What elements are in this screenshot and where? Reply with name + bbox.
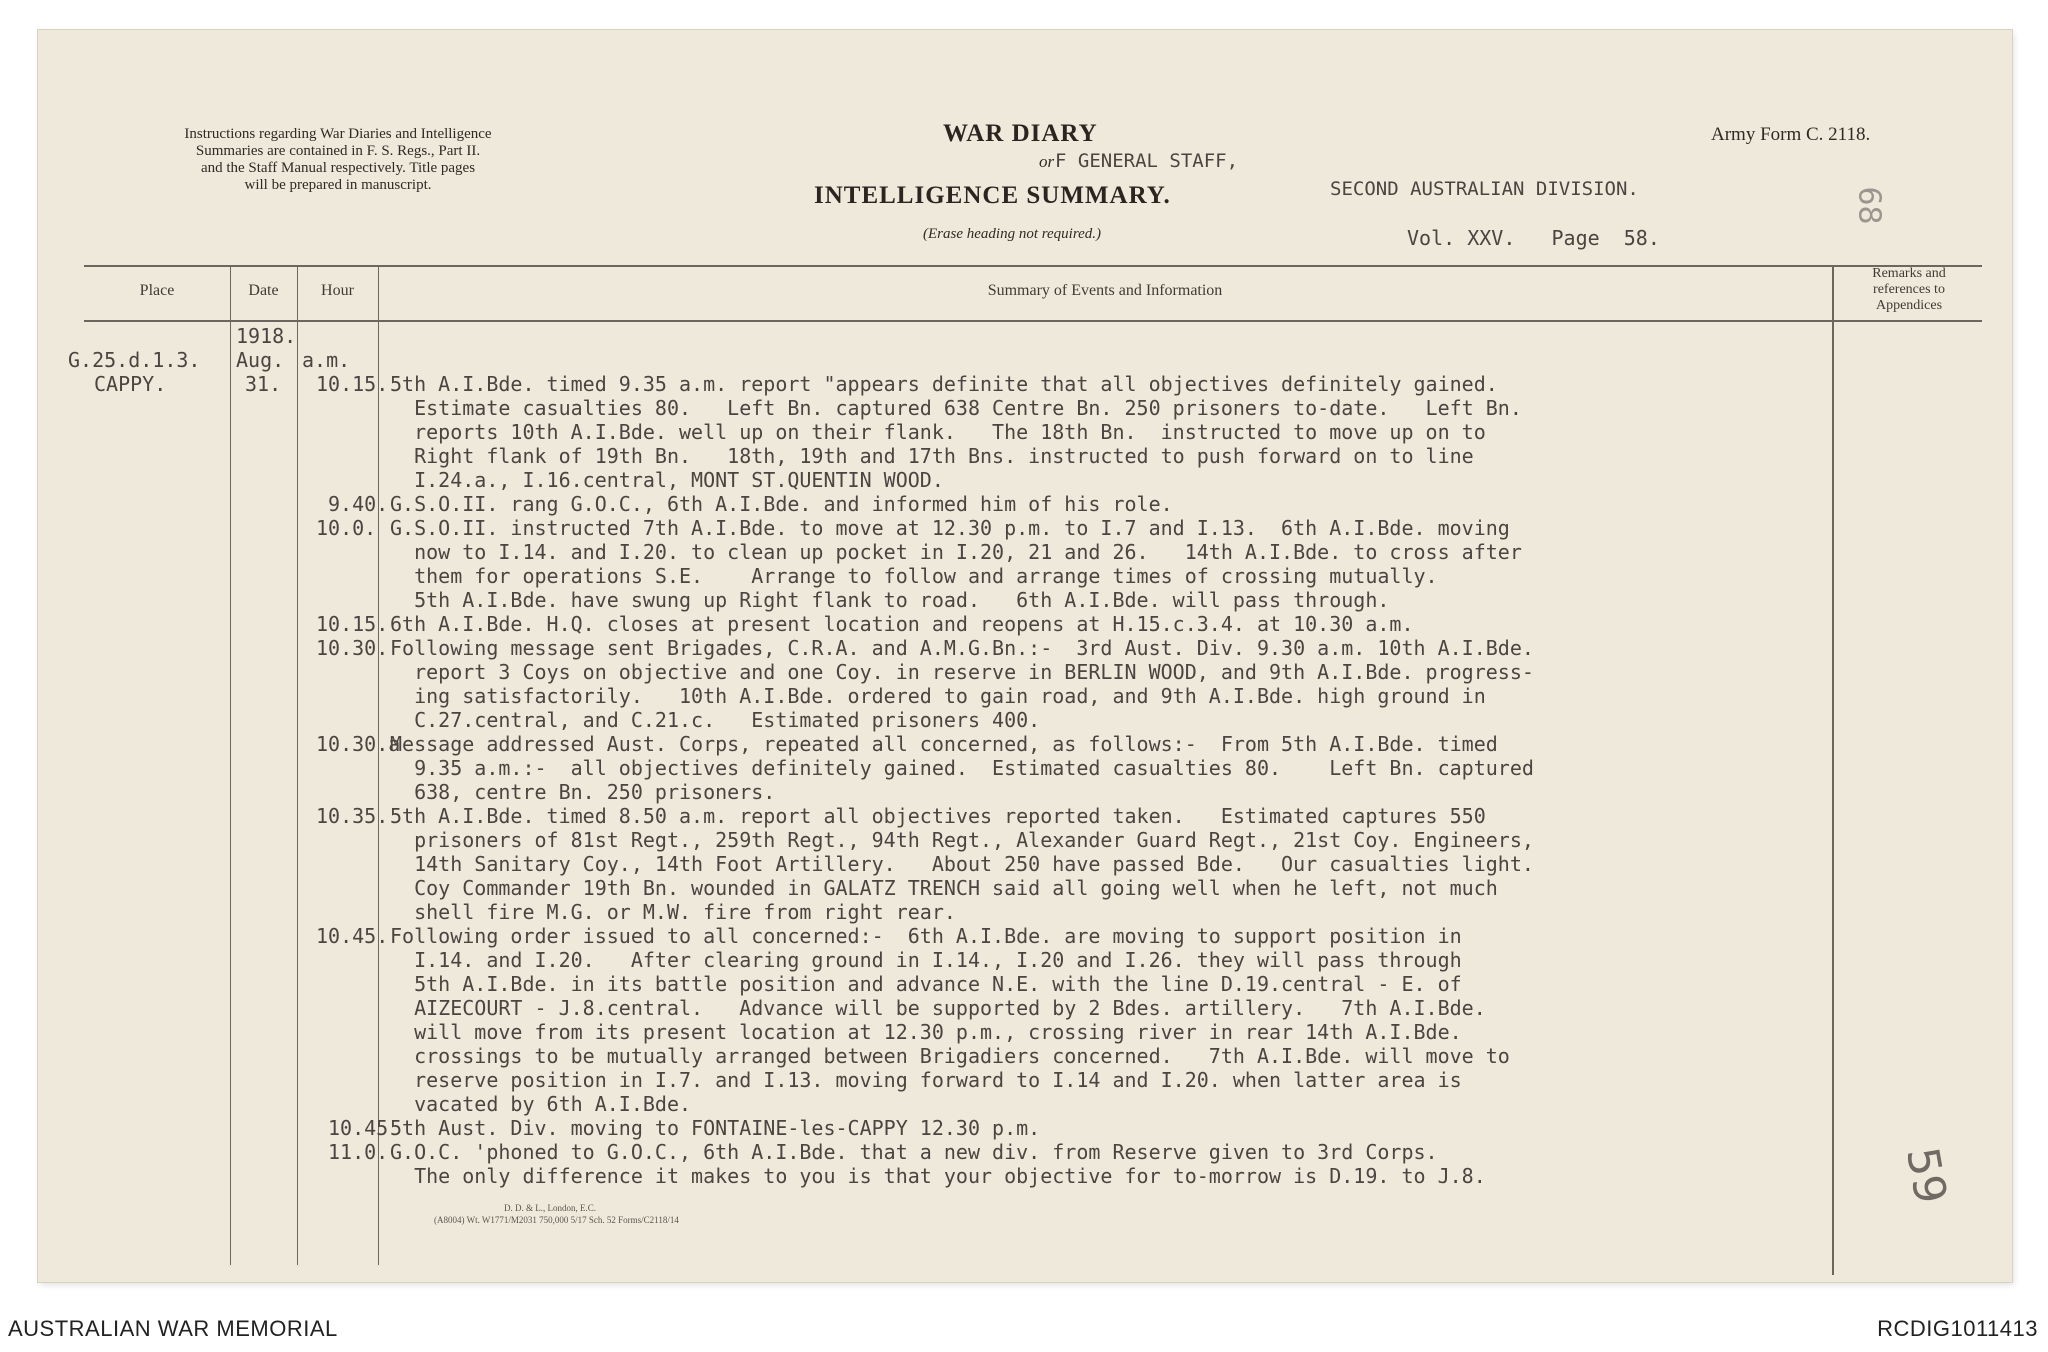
entry-line: vacated by 6th A.I.Bde. (390, 1092, 692, 1116)
entry-line: 5th A.I.Bde. timed 8.50 a.m. report all objectives reported taken. Estimated captures 550 (390, 804, 1486, 828)
header-rule-bottom (84, 320, 1982, 322)
entry-line: C.27.central, and C.21.c. Estimated prisoners 400. (390, 708, 1041, 732)
typed-volume-page: Vol. XXV. Page 58. (1407, 226, 1660, 250)
entry-line: 5th A.I.Bde. have swung up Right flank to road. 6th A.I.Bde. will pass through. (390, 588, 1390, 612)
entry-line: 638, centre Bn. 250 prisoners. (390, 780, 776, 804)
printer-imprint (434, 1202, 679, 1226)
entry-line: Following order issued to all concerned:- 6th A.I.Bde. are moving to support position in (390, 924, 1462, 948)
entry-line: 5th A.I.Bde. timed 9.35 a.m. report "appears definite that all objectives definitely gained. (390, 372, 1498, 396)
entry-line: them for operations S.E. Arrange to follow and arrange times of crossing mutually. (390, 564, 1438, 588)
pencil-page-number-top: 68 (1851, 186, 1887, 225)
hour-entry: 9.40. (328, 492, 389, 516)
printer-line: (A8004) Wt. W1771/M2031 750,000 5/17 Sch. 52 Forms/C2118/14 (434, 1215, 679, 1225)
hour-entry: 10.30.a (316, 732, 401, 756)
title-war-diary: WAR DIARY (943, 120, 1098, 147)
hour-entry: 10.30. (316, 636, 389, 660)
remarks-header-line: Remarks and (1872, 266, 1946, 281)
column-divider-hour (378, 265, 379, 1265)
typed-division: SECOND AUSTRALIAN DIVISION. (1330, 178, 1639, 200)
instructions-line: Summaries are contained in F. S. Regs., Part II. (195, 143, 481, 159)
hour-entry: 10.45 (328, 1116, 389, 1140)
entry-line: 5th A.I.Bde. in its battle position and advance N.E. with the line D.19.central - E. of (390, 972, 1462, 996)
hour-entry: 10.45. (316, 924, 389, 948)
hour-meridiem: a.m. (302, 348, 351, 372)
title-intelligence-summary: INTELLIGENCE SUMMARY. (814, 182, 1171, 209)
place-grid-reference: G.25.d.1.3. (68, 348, 201, 372)
hour-entry: 11.0. (328, 1140, 389, 1164)
instructions-block (128, 126, 548, 194)
date-day: 31. (245, 372, 282, 396)
entry-line: Following message sent Brigades, C.R.A. and A.M.G.Bn.:- 3rd Aust. Div. 9.30 a.m. 10th A.I.Bde. (390, 636, 1534, 660)
entry-line: G.S.O.II. rang G.O.C., 6th A.I.Bde. and informed him of his role. (390, 492, 1173, 516)
hour-entry: 10.35. (316, 804, 389, 828)
column-header-date: Date (248, 282, 279, 299)
hour-entry: 10.15. (316, 372, 389, 396)
entry-line: report 3 Coys on objective and one Coy. in reserve in BERLIN WOOD, and 9th A.I.Bde. progress- (390, 660, 1534, 684)
entry-line: reserve position in I.7. and I.13. moving forward to I.14 and I.20. when latter area is (390, 1068, 1462, 1092)
instructions-line: and the Staff Manual respectively. Title pages (200, 160, 476, 176)
entry-line: shell fire M.G. or M.W. fire from right rear. (390, 900, 956, 924)
archive-credit: AUSTRALIAN WAR MEMORIAL (8, 1316, 338, 1341)
entry-line: The only difference it makes to you is that your objective for to-morrow is D.19. to J.8. (390, 1164, 1486, 1188)
entry-line: G.S.O.II. instructed 7th A.I.Bde. to move at 12.30 p.m. to I.7 and I.13. 6th A.I.Bde. moving (390, 516, 1510, 540)
hour-entry: 10.15. (316, 612, 389, 636)
place-name: CAPPY. (94, 372, 167, 396)
column-header-remarks (1834, 266, 1984, 314)
entry-line: Right flank of 19th Bn. 18th, 19th and 17th Bns. instructed to push forward on to line (390, 444, 1474, 468)
entry-line: 14th Sanitary Coy., 14th Foot Artillery. About 250 have passed Bde. Our casualties light. (390, 852, 1534, 876)
entry-line: 9.35 a.m.:- all objectives definitely gained. Estimated casualties 80. Left Bn. captured (390, 756, 1534, 780)
pencil-folio-number: 59 (1896, 1143, 1956, 1208)
remarks-header-line: Appendices (1875, 298, 1943, 313)
entry-line: Estimate casualties 80. Left Bn. captured 638 Centre Bn. 250 prisoners to-date. Left Bn. (390, 396, 1522, 420)
column-header-summary: Summary of Events and Information (987, 282, 1223, 299)
entry-line: ing satisfactorily. 10th A.I.Bde. ordered to gain road, and 9th A.I.Bde. high ground in (390, 684, 1486, 708)
entry-line: Message addressed Aust. Corps, repeated all concerned, as follows:- From 5th A.I.Bde. timed (390, 732, 1498, 756)
entry-line: now to I.14. and I.20. to clean up pocket in I.20, 21 and 26. 14th A.I.Bde. to cross after (390, 540, 1522, 564)
column-divider-place (230, 265, 231, 1265)
entry-line: will move from its present location at 12.30 p.m., crossing river in rear 14th A.I.Bde. (390, 1020, 1462, 1044)
entry-line: G.O.C. 'phoned to G.O.C., 6th A.I.Bde. that a new div. from Reserve given to 3rd Corps. (390, 1140, 1438, 1164)
title-or: or (1039, 152, 1055, 171)
instructions-line: Instructions regarding War Diaries and Intelligence (184, 126, 492, 142)
typed-general-staff: F GENERAL STAFF, (1055, 150, 1239, 172)
date-year: 1918. (236, 324, 297, 348)
entry-line: I.14. and I.20. After clearing ground in I.14., I.20 and I.26. they will pass through (390, 948, 1462, 972)
summary-entries (390, 372, 1830, 1188)
header-rule-top (84, 265, 1982, 267)
entry-line: prisoners of 81st Regt., 259th Regt., 94th Regt., Alexander Guard Regt., 21st Coy. Engineers, (390, 828, 1534, 852)
entry-line: I.24.a., I.16.central, MONT ST.QUENTIN WOOD. (390, 468, 944, 492)
printer-line: D. D. & L., London, E.C. (504, 1203, 596, 1213)
entry-line: 6th A.I.Bde. H.Q. closes at present location and reopens at H.15.c.3.4. at 10.30 a.m. (390, 612, 1414, 636)
entry-line: Coy Commander 19th Bn. wounded in GALATZ TRENCH said all going well when he left, not much (390, 876, 1498, 900)
diary-page (38, 30, 2012, 1282)
hour-entry: 10.0. (316, 516, 377, 540)
date-month: Aug. (236, 348, 285, 372)
column-header-place: Place (139, 282, 175, 299)
column-divider-remarks (1832, 265, 1834, 1275)
archive-reference: RCDIG1011413 (1877, 1316, 2038, 1341)
entry-line: 5th Aust. Div. moving to FONTAINE-les-CAPPY 12.30 p.m. (390, 1116, 1041, 1140)
instructions-line: will be prepared in manuscript. (244, 177, 432, 193)
entry-line: crossings to be mutually arranged between Brigadiers concerned. 7th A.I.Bde. will move to (390, 1044, 1510, 1068)
column-divider-date (297, 265, 298, 1265)
army-form-number: Army Form C. 2118. (1711, 124, 1871, 145)
column-header-hour: Hour (321, 282, 354, 299)
entry-line: AIZECOURT - J.8.central. Advance will be supported by 2 Bdes. artillery. 7th A.I.Bde. (390, 996, 1486, 1020)
erase-note: (Erase heading not required.) (923, 226, 1102, 242)
remarks-header-line: references to (1873, 282, 1945, 297)
entry-line: reports 10th A.I.Bde. well up on their flank. The 18th Bn. instructed to move up on to (390, 420, 1486, 444)
